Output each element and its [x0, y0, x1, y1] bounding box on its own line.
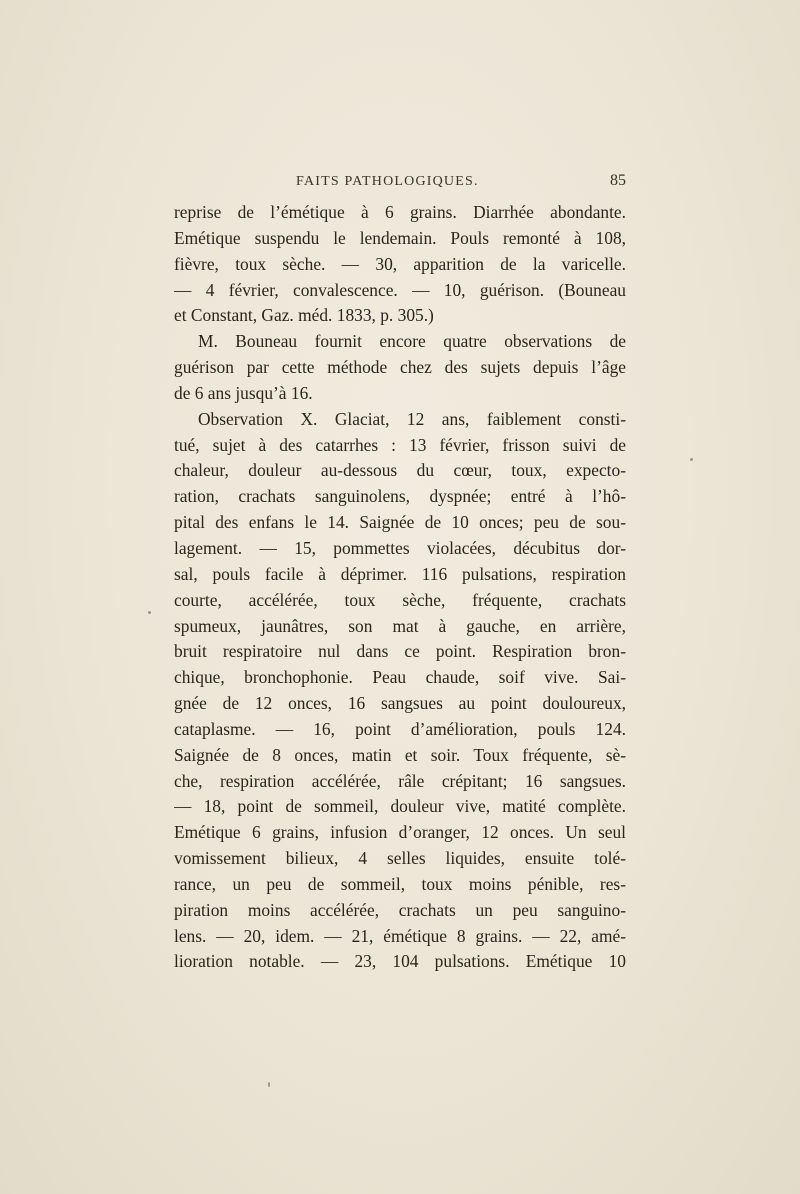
- paper-speck: [690, 458, 693, 461]
- text-line: [174, 303, 626, 329]
- text-line: lens. — 20, idem. — 21, émétique 8 grains. — 22, amé-: [174, 925, 626, 946]
- text-line: — 4 février, convalescence. — 10, guérison. (Bouneau: [174, 279, 626, 300]
- text-line: chaleur, douleur au-dessous du cœur, toux, expecto-: [174, 460, 626, 481]
- paper-speck: [148, 611, 151, 614]
- text-line: sal, pouls facile à déprimer. 116 pulsations, respiration: [174, 563, 626, 584]
- text-line: — 18, point de sommeil, douleur vive, matité complète.: [174, 796, 626, 817]
- text-line: Saignée de 8 onces, matin et soir. Toux fréquente, sè-: [174, 744, 626, 765]
- text-line: spumeux, jaunâtres, son mat à gauche, en arrière,: [174, 615, 626, 636]
- page-header: [174, 172, 626, 196]
- text-line: Emétique 6 grains, infusion d’oranger, 12 onces. Un seul: [174, 822, 626, 843]
- text-line: guérison par cette méthode chez des sujets depuis l’âge: [174, 357, 626, 378]
- text-line: bruit respiratoire nul dans ce point. Respiration bron-: [174, 641, 626, 662]
- paper-speck: [268, 1082, 270, 1087]
- text-line: rance, un peu de sommeil, toux moins pénible, res-: [174, 873, 626, 894]
- text-line: fièvre, toux sèche. — 30, apparition de la varicelle.: [174, 253, 626, 274]
- text-line: Observation X. Glaciat, 12 ans, faiblement consti-: [198, 408, 626, 429]
- text-line: che, respiration accélérée, râle crépitant; 16 sangsues.: [174, 770, 626, 791]
- text-line: cataplasme. — 16, point d’amélioration, pouls 124.: [174, 718, 626, 739]
- text-line: ration, crachats sanguinolens, dyspnée; entré à l’hô-: [174, 486, 626, 507]
- text-line: M. Bouneau fournit encore quatre observations de: [198, 331, 626, 352]
- text-line: Emétique suspendu le lendemain. Pouls remonté à 108,: [174, 227, 626, 248]
- text-line: lioration notable. — 23, 104 pulsations. Emétique 10: [174, 951, 626, 972]
- text-line: chique, bronchophonie. Peau chaude, soif vive. Sai-: [174, 667, 626, 688]
- body-text: [174, 200, 626, 975]
- text-line: lagement. — 15, pommettes violacées, décubitus dor-: [174, 537, 626, 558]
- text-line: de 6 ans jusqu’à 16.: [174, 382, 313, 403]
- text-line: reprise de l’émétique à 6 grains. Diarrhée abondante.: [174, 202, 626, 222]
- text-line: tué, sujet à des catarrhes : 13 février, frisson suivi de: [174, 434, 626, 455]
- text-line: gnée de 12 onces, 16 sangsues au point douloureux,: [174, 693, 626, 714]
- page-number: 85: [610, 172, 626, 189]
- text-line: pital des enfans le 14. Saignée de 10 onces; peu de sou-: [174, 512, 626, 533]
- text-line-content: et Constant, Gaz. méd. 1833, p. 305.): [174, 305, 434, 326]
- text-line: courte, accélérée, toux sèche, fréquente, crachats: [174, 589, 626, 610]
- text-line: vomissement bilieux, 4 selles liquides, ensuite tolé-: [174, 848, 626, 869]
- text-line: piration moins accélérée, crachats un peu sanguino-: [174, 899, 626, 920]
- running-head: FAITS PATHOLOGIQUES.: [296, 174, 479, 189]
